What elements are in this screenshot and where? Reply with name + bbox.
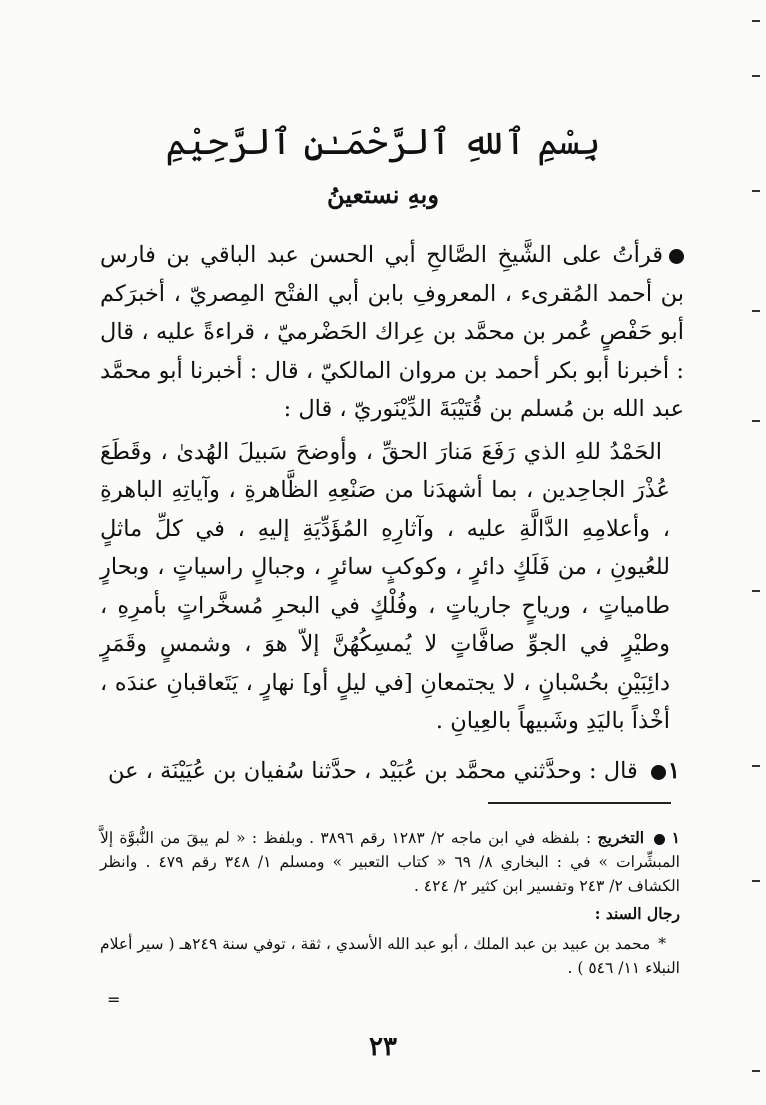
continuation-mark: = bbox=[107, 990, 121, 1009]
page-number: ٢٣ bbox=[369, 1032, 397, 1062]
takhrij-footnote bbox=[100, 826, 680, 898]
scan-edge-mark bbox=[752, 20, 760, 22]
footnotes bbox=[100, 826, 680, 980]
hamd-paragraph: الحَمْدُ للهِ الذي رَفَعَ مَنارَ الحقِّ ، وأوضحَ سَبيلَ الهُدىٰ ، وقَطَعَ عُذْرَ الجاحِدين ، بما أشهدَنا من صَنْعِهِ الظَّاهرةِ ، وآياتِهِ الباهرةِ ، وأعلامِهِ الدَّالَّةِ عليه ، وآثارِهِ المُؤَدِّيَةِ إليهِ ، في كلِّ ماثلٍ للعُيونِ ، من فَلَكٍ دائرٍ ، وكوكبٍ سائرٍ ، وجبالٍ راسياتٍ ، وبحارٍ طامياتٍ ، ورياحٍ جارياتٍ ، وفُلْكٍ في البحرِ مُسخَّراتٍ بأمرِهِ ، وطيْرٍ في الجوِّ صافَّاتٍ لا يُمسِكُهُنَّ إلاّ هوَ ، وشمسٍ وقَمَرٍ دائِبَيْنِ بحُسْبانٍ ، لا يجتمعانِ [في ليلٍ أو] نهارٍ ، يَتَعاقبانِ عندَه ، أخْذاً باليَدِ وشَبيهاً بالعِيانِ . bbox=[100, 438, 670, 734]
takhrij-text: : بلفظه في ابن ماجه ٢/ ١٢٨٣ رقم ٣٨٩٦ . وبلفظ : « لم يبقَ من النُّبوَّة إلاَّ المبشِّرات » في : البخاري ٨/ ٦٩ « كتاب التعبير » ومسلم ١/ ٣٤٨ رقم ٤٧٩ . وانظر الكشاف ٢/ ٢٤٣ وتفسير ابن كثير ٢/ ٤٢٤ . bbox=[100, 829, 680, 895]
bullet-icon bbox=[651, 765, 666, 780]
star-marker: * bbox=[658, 935, 666, 953]
main-text bbox=[100, 236, 684, 741]
hadith-text: قال : وحدَّثني محمَّد بن عُبَيْد ، حدَّثنا سُفيان بن عُيَيْنَة ، عن bbox=[108, 758, 638, 784]
hadith-start bbox=[100, 752, 680, 790]
scan-edge-mark bbox=[752, 765, 760, 767]
scan-edge-mark bbox=[752, 1070, 760, 1072]
scan-edge-mark bbox=[752, 420, 760, 422]
hadith-number: ١ bbox=[667, 758, 680, 784]
scan-edge-mark bbox=[752, 75, 760, 77]
bullet-icon bbox=[669, 249, 684, 264]
intro-paragraph bbox=[100, 236, 684, 429]
footnote-number: ١ bbox=[671, 828, 680, 847]
takhrij-label: التخريج bbox=[597, 828, 645, 847]
scan-edge-mark bbox=[752, 590, 760, 592]
intro-text: قرأتُ على الشَّيخِ الصَّالحِ أبي الحسن عبد الباقي بن فارس بن أحمد المُقرىء ، المعروفِ بابن أبي الفتْح المِصريّ ، أخبرَكم أبو حَفْصٍ عُمر بن محمَّد بن عِراك الحَضْرميّ ، قراءةً عليه ، قال : أخبرنا أبو بكر أحمد بن مروان المالكيّ ، قال : أخبرنا أبو محمَّد عبد الله بن مُسلم بن قُتَيْبَةَ الدِّيْنَوريّ ، قال : bbox=[100, 242, 684, 422]
narrator-text: محمد بن عبيد بن عبد الملك ، أبو عبد الله الأسدي ، ثقة ، توفي سنة ٢٤٩هـ ( سير أعلام النبلاء ١١/ ٥٤٦ ) . bbox=[100, 935, 680, 977]
narrator-footnote bbox=[100, 932, 680, 980]
basmala-heading: بِسْمِ ٱللهِ ٱلرَّحْمَـٰنِ ٱلرَّحِيْمِ bbox=[165, 122, 601, 163]
rijal-label: رجال السند : bbox=[594, 904, 680, 923]
footnote-divider bbox=[488, 802, 671, 804]
bullet-icon bbox=[654, 834, 665, 845]
scan-edge-mark bbox=[752, 880, 760, 882]
scan-edge-mark bbox=[752, 310, 760, 312]
subtitle: وبهِ نستعينُ bbox=[327, 180, 439, 209]
